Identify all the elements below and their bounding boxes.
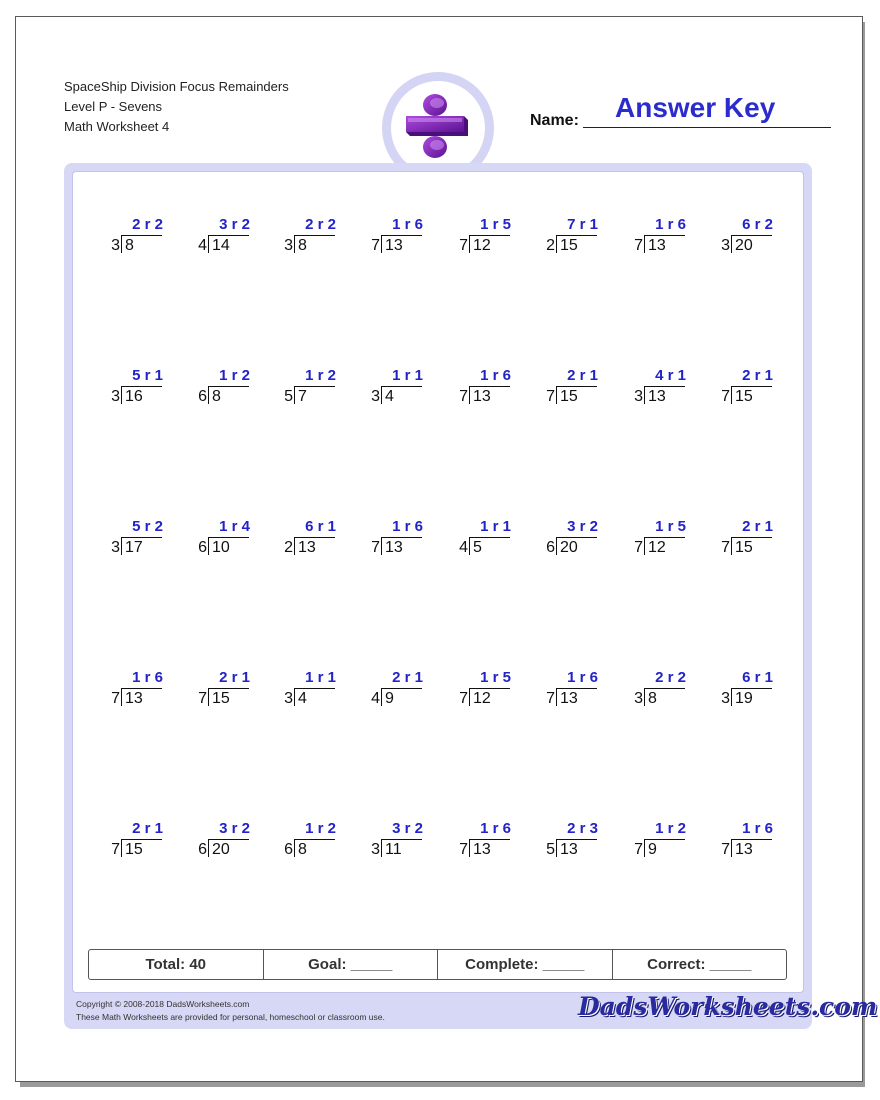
division-problem — [190, 216, 250, 260]
division-problem — [538, 367, 598, 411]
division-problem — [713, 367, 773, 411]
division-problem — [713, 216, 773, 260]
problem-answer: 3 r 2 — [219, 216, 250, 233]
problem-answer: 1 r 2 — [305, 367, 336, 384]
division-problem — [276, 669, 336, 713]
problem-dividend: 12 — [648, 539, 666, 556]
problem-divisor: 7 — [371, 539, 380, 556]
problem-divisor: 7 — [546, 388, 555, 405]
division-problem — [713, 820, 773, 864]
problem-answer: 2 r 1 — [567, 367, 598, 384]
problem-answer: 2 r 3 — [567, 820, 598, 837]
copyright-line: Copyright © 2008-2018 DadsWorksheets.com — [76, 999, 250, 1009]
division-problem — [451, 669, 511, 713]
problem-divisor: 7 — [721, 539, 730, 556]
problem-dividend: 20 — [212, 841, 230, 858]
division-problem — [626, 669, 686, 713]
problem-answer: 1 r 4 — [219, 518, 250, 535]
problem-dividend: 20 — [735, 237, 753, 254]
division-problem — [363, 216, 423, 260]
problem-dividend: 13 — [473, 841, 491, 858]
problem-divisor: 3 — [284, 237, 293, 254]
division-problem — [538, 518, 598, 562]
problem-answer: 3 r 2 — [567, 518, 598, 535]
problem-answer: 2 r 2 — [655, 669, 686, 686]
problem-answer: 2 r 2 — [305, 216, 336, 233]
problem-dividend: 17 — [125, 539, 143, 556]
division-problem — [190, 669, 250, 713]
problem-dividend: 20 — [560, 539, 578, 556]
division-problem — [276, 820, 336, 864]
division-problem — [626, 367, 686, 411]
problem-answer: 1 r 6 — [655, 216, 686, 233]
problem-answer: 3 r 2 — [392, 820, 423, 837]
problems-frame — [64, 163, 812, 1029]
problem-dividend: 13 — [560, 841, 578, 858]
problem-dividend: 11 — [385, 841, 402, 858]
division-problem — [713, 669, 773, 713]
problem-divisor: 4 — [198, 237, 207, 254]
problem-answer: 5 r 1 — [132, 367, 163, 384]
brand-logo: DadsWorksheets.com — [578, 992, 878, 1021]
score-correct: Correct: _____ — [647, 956, 752, 973]
problem-answer: 1 r 5 — [480, 216, 511, 233]
score-goal: Goal: _____ — [264, 950, 439, 979]
problem-divisor: 6 — [546, 539, 555, 556]
problem-divisor: 7 — [111, 690, 120, 707]
problem-dividend: 15 — [735, 388, 753, 405]
problem-divisor: 7 — [459, 841, 468, 858]
problems-grid — [72, 171, 804, 993]
score-total: Total: 40 — [89, 950, 264, 979]
problem-divisor: 6 — [198, 539, 207, 556]
problem-divisor: 7 — [634, 841, 643, 858]
problem-answer: 1 r 6 — [480, 820, 511, 837]
division-problem — [103, 367, 163, 411]
problem-dividend: 13 — [298, 539, 316, 556]
problem-divisor: 6 — [198, 841, 207, 858]
problem-dividend: 13 — [385, 539, 403, 556]
problem-divisor: 3 — [111, 388, 120, 405]
division-problem — [451, 216, 511, 260]
problem-answer: 1 r 1 — [305, 669, 336, 686]
division-problem — [103, 669, 163, 713]
problem-answer: 2 r 1 — [219, 669, 250, 686]
problem-answer: 1 r 1 — [480, 518, 511, 535]
problem-dividend: 13 — [648, 388, 666, 405]
problem-divisor: 5 — [546, 841, 555, 858]
problem-dividend: 8 — [648, 690, 657, 707]
problem-answer: 1 r 5 — [480, 669, 511, 686]
problem-dividend: 13 — [648, 237, 666, 254]
problem-divisor: 3 — [111, 237, 120, 254]
division-problem — [538, 216, 598, 260]
problem-dividend: 4 — [298, 690, 307, 707]
problem-answer: 6 r 2 — [742, 216, 773, 233]
score-complete: Complete: _____ — [438, 950, 613, 979]
division-problem — [538, 820, 598, 864]
problem-divisor: 7 — [634, 539, 643, 556]
answer-key-title: Answer Key — [615, 92, 776, 123]
division-problem — [276, 367, 336, 411]
name-underline — [583, 127, 831, 128]
problem-divisor: 3 — [634, 690, 643, 707]
problem-dividend: 8 — [212, 388, 221, 405]
division-problem — [451, 820, 511, 864]
problem-answer: 1 r 6 — [132, 669, 163, 686]
problem-dividend: 5 — [473, 539, 482, 556]
division-problem — [190, 518, 250, 562]
problem-dividend: 8 — [298, 841, 307, 858]
division-problem — [538, 669, 598, 713]
problem-dividend: 9 — [385, 690, 394, 707]
problem-divisor: 2 — [546, 237, 555, 254]
problem-dividend: 10 — [212, 539, 230, 556]
division-problem — [626, 820, 686, 864]
problem-answer: 6 r 1 — [305, 518, 336, 535]
problem-answer: 5 r 2 — [132, 518, 163, 535]
division-problem — [451, 518, 511, 562]
problem-divisor: 4 — [459, 539, 468, 556]
problem-answer: 1 r 6 — [392, 518, 423, 535]
problem-divisor: 6 — [198, 388, 207, 405]
problem-answer: 2 r 1 — [392, 669, 423, 686]
division-problem — [103, 216, 163, 260]
problem-divisor: 3 — [371, 388, 380, 405]
problem-divisor: 7 — [111, 841, 120, 858]
problem-dividend: 13 — [125, 690, 143, 707]
problem-dividend: 13 — [473, 388, 491, 405]
division-problem — [363, 518, 423, 562]
usage-note: These Math Worksheets are provided for personal, homeschool or classroom use. — [76, 1012, 385, 1022]
problem-answer: 1 r 1 — [392, 367, 423, 384]
worksheet-number: Math Worksheet 4 — [64, 119, 170, 134]
problem-answer: 7 r 1 — [567, 216, 598, 233]
division-problem — [363, 367, 423, 411]
problem-answer: 2 r 1 — [742, 367, 773, 384]
division-problem — [190, 820, 250, 864]
problem-dividend: 15 — [212, 690, 230, 707]
problem-divisor: 3 — [111, 539, 120, 556]
division-problem — [363, 820, 423, 864]
problem-answer: 1 r 6 — [567, 669, 598, 686]
problem-answer: 6 r 1 — [742, 669, 773, 686]
problem-dividend: 16 — [125, 388, 143, 405]
problem-answer: 2 r 2 — [132, 216, 163, 233]
problem-dividend: 9 — [648, 841, 657, 858]
problem-answer: 1 r 2 — [305, 820, 336, 837]
division-problem — [713, 518, 773, 562]
problem-divisor: 7 — [721, 841, 730, 858]
problem-answer: 1 r 2 — [219, 367, 250, 384]
problem-dividend: 12 — [473, 237, 491, 254]
problem-answer: 2 r 1 — [132, 820, 163, 837]
problem-divisor: 2 — [284, 539, 293, 556]
problem-dividend: 8 — [125, 237, 134, 254]
problem-dividend: 4 — [385, 388, 394, 405]
problem-dividend: 14 — [212, 237, 230, 254]
division-problem — [363, 669, 423, 713]
problem-dividend: 15 — [125, 841, 143, 858]
problem-divisor: 7 — [459, 237, 468, 254]
problem-dividend: 15 — [735, 539, 753, 556]
problem-divisor: 7 — [721, 388, 730, 405]
score-bar — [88, 949, 787, 980]
problem-dividend: 8 — [298, 237, 307, 254]
problem-dividend: 12 — [473, 690, 491, 707]
division-problem — [451, 367, 511, 411]
problem-answer: 2 r 1 — [742, 518, 773, 535]
worksheet-title: SpaceShip Division Focus Remainders — [64, 79, 289, 94]
worksheet-level: Level P - Sevens — [64, 99, 163, 114]
problem-answer: 4 r 1 — [655, 367, 686, 384]
problem-divisor: 3 — [721, 690, 730, 707]
problem-dividend: 13 — [560, 690, 578, 707]
division-problem — [276, 216, 336, 260]
problem-divisor: 4 — [371, 690, 380, 707]
problem-answer: 3 r 2 — [219, 820, 250, 837]
problem-divisor: 6 — [284, 841, 293, 858]
problem-answer: 1 r 5 — [655, 518, 686, 535]
problem-divisor: 3 — [634, 388, 643, 405]
problem-answer: 1 r 2 — [655, 820, 686, 837]
problem-dividend: 7 — [298, 388, 307, 405]
problem-divisor: 3 — [284, 690, 293, 707]
problem-divisor: 7 — [459, 388, 468, 405]
name-label: Name: — [530, 112, 579, 129]
problem-answer: 1 r 6 — [392, 216, 423, 233]
problem-dividend: 13 — [735, 841, 753, 858]
problem-divisor: 3 — [721, 237, 730, 254]
division-problem — [103, 518, 163, 562]
problem-divisor: 7 — [634, 237, 643, 254]
problem-divisor: 3 — [371, 841, 380, 858]
problem-divisor: 7 — [371, 237, 380, 254]
division-problem — [190, 367, 250, 411]
division-problem — [626, 518, 686, 562]
division-problem — [276, 518, 336, 562]
problem-dividend: 13 — [385, 237, 403, 254]
problem-dividend: 15 — [560, 237, 578, 254]
problem-divisor: 7 — [198, 690, 207, 707]
worksheet-header — [64, 77, 289, 137]
copyright-notice — [76, 998, 385, 1024]
problem-divisor: 7 — [546, 690, 555, 707]
problem-dividend: 15 — [560, 388, 578, 405]
problem-dividend: 19 — [735, 690, 753, 707]
problem-answer: 1 r 6 — [480, 367, 511, 384]
problem-divisor: 5 — [284, 388, 293, 405]
problem-divisor: 7 — [459, 690, 468, 707]
division-problem — [626, 216, 686, 260]
problem-answer: 1 r 6 — [742, 820, 773, 837]
division-problem — [103, 820, 163, 864]
name-field — [528, 88, 833, 132]
